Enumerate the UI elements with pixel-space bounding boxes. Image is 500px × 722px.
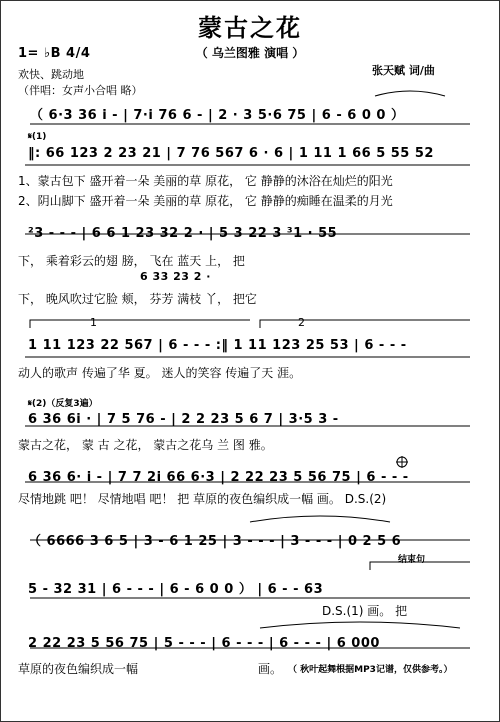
score-line-verse-2b: 6 33 23 2 ·	[140, 270, 211, 283]
score-line-ending: 1 11 123 22 567 | 6 - - - :‖ 1 11 123 25 53 | 6 - - -	[28, 338, 407, 353]
score-line-interlude: （ 6666 3 6 5 | 3 - 6 1 25 | 3 - - - | 3 - - - | 0 2 5 6	[28, 534, 402, 549]
volta-1: 1	[90, 316, 97, 329]
coda-label: 结束句	[398, 555, 426, 565]
lyric-ending: 动人的歌声 传遍了华 夏。 迷人的笑容 传遍了天 涯。	[18, 366, 302, 380]
score-line-chorus-2: 6 36 6· i - | 7 7 2i 66 6·3 | 2 22 23 5 56 75 | 6 - - -	[28, 470, 409, 485]
score-line-coda-1: 5 - 32 31 | 6 - - - | 6 - 6 0 0 ） | 6 - - 63	[28, 582, 324, 597]
score-line-chorus-1: 6 36 6i · | 7 5 76 - | 2 2 23 5 6 7 | 3·5 3 -	[28, 412, 339, 427]
singer-subtitle: （ 乌兰图雅 演唱 ）	[195, 46, 305, 60]
lyric-verse2-line2: 下， 晚风吹过它脸 颊， 芬芳 满枝 丫， 把它	[18, 292, 257, 306]
credits: 张天赋 词/曲	[372, 64, 435, 77]
tempo-marking: 欢快、跳动地	[18, 68, 84, 81]
score-line-coda-2: 2 22 23 5 56 75 | 5 - - - | 6 - - - | 6 - - - | 6 000	[28, 636, 380, 651]
lyric-chorus-2: 尽情地跳 吧！ 尽情地唱 吧！ 把 草原的夜色编织成一幅 画。 D.S.(2)	[18, 492, 387, 506]
score-line-verse-1: ‖: 66 123 2 23 21 | 7 76 567 6 · 6 | 1 11 1 66 5 55 52	[28, 146, 434, 161]
lyric-verse1-line2: 下， 乘着彩云的翅 膀， 飞在 蓝天 上， 把	[18, 254, 245, 268]
segno-2: 𝄋(2)（反复3遍）	[28, 399, 98, 409]
lyric-coda-1: D.S.(1) 画。 把	[322, 604, 408, 618]
accompaniment-note: （伴唱：女声小合唱 略）	[18, 84, 143, 97]
lyric-coda-2: 草原的夜色编织成一幅	[18, 662, 139, 676]
song-title: 蒙古之花	[198, 14, 302, 42]
lyric-verse1-line1: 1、蒙古包下 盛开着一朵 美丽的草 原花， 它 静静的沐浴在灿烂的阳光	[18, 174, 393, 188]
score-line-intro: （ 6·3 36 i - | 7·i 76 6 - | 2 · 3 5·6 75 | 6 - 6 0 0 ）	[30, 108, 405, 123]
lyric-chorus-1: 蒙古之花， 蒙 古 之花， 蒙古之花乌 兰 图 雅。	[18, 438, 273, 452]
lyric-verse2-line1: 2、阴山脚下 盛开着一朵 美丽的草 原花， 它 静静的痴睡在温柔的月光	[18, 194, 393, 208]
segno-1: 𝄋(1)	[28, 132, 47, 142]
lyric-coda-end: 画。	[258, 662, 283, 676]
key-signature: 1= ♭B 4/4	[18, 46, 91, 61]
footnote: （ 秋叶起舞根据MP3记谱，仅供参考。）	[288, 665, 453, 675]
volta-2: 2	[298, 316, 305, 329]
score-line-verse-2: ²3 - - - | 6 6 1 23 32 2 · | 5 3 22 3 ³1 · 55	[28, 226, 338, 241]
